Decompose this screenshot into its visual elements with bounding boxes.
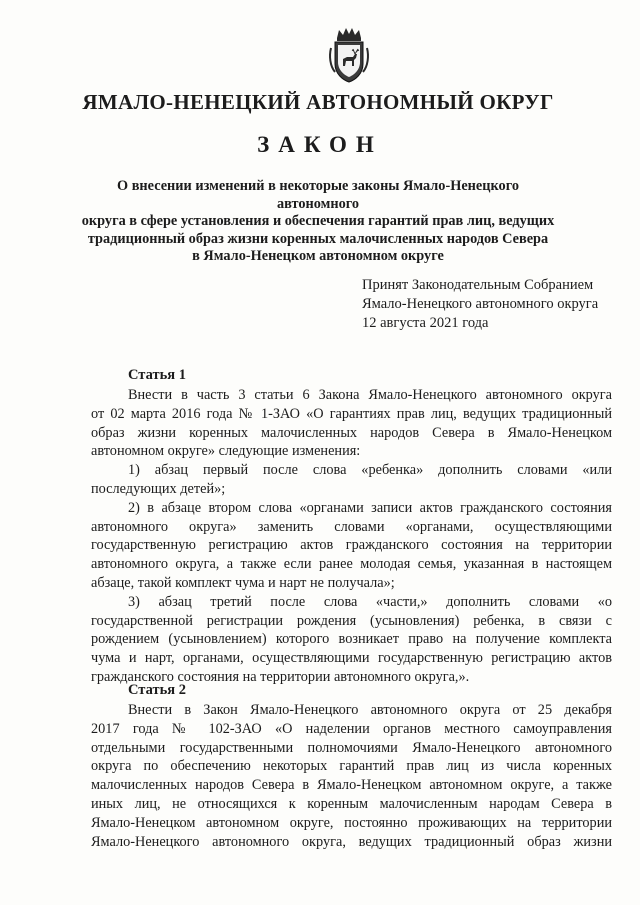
subject-line: округа в сфере установления и обеспечения гарантий прав лиц, ведущих bbox=[81, 213, 555, 229]
adoption-note bbox=[362, 276, 598, 333]
paragraph-line: отдельными государственными полномочиями Ямало-Ненецкого автономного bbox=[91, 739, 612, 756]
article-2-heading: Статья 2 bbox=[128, 682, 186, 698]
paragraph-line: Внести в часть 3 статьи 6 Закона Ямало-Ненецкого автономного округа bbox=[128, 387, 612, 403]
paragraph-line: государственную регистрацию актов гражданского состояния на территории bbox=[91, 537, 612, 554]
document-type-title: ЗАКОН bbox=[257, 132, 383, 157]
adoption-line: Принят Законодательным Собранием bbox=[362, 277, 594, 293]
subject-line: традиционный образ жизни коренных малочисленных народов Севера bbox=[87, 230, 549, 247]
subject-line: в Ямало-Ненецком автономном округе bbox=[192, 248, 444, 264]
adoption-line: 12 августа 2021 года bbox=[362, 315, 489, 331]
paragraph-line: 1) абзац первый после слова «ребенка» дополнить словами «или bbox=[128, 462, 612, 479]
paragraph-line: автономного округа, а также если ранее молодая семья, указанная в настоящем bbox=[91, 556, 612, 573]
region-title: ЯМАЛО-НЕНЕЦКИЙ АВТОНОМНЫЙ ОКРУГ bbox=[82, 90, 554, 114]
paragraph-line: округа по обеспечению некоторых гарантий прав лиц из числа коренных bbox=[91, 758, 612, 775]
article-2-body bbox=[91, 701, 612, 851]
paragraph-line: государственной регистрации рождения (усыновления) ребенка, в связи с bbox=[91, 612, 612, 629]
paragraph-line: чума и нарт, органами, осуществляющими государственную регистрацию актов bbox=[91, 650, 612, 667]
paragraph-line: автономного округа» заменить словами «органами, осуществляющими bbox=[91, 518, 612, 535]
paragraph-line: Ямало-Ненецкого автономного округа, ведущих традиционный образ жизни bbox=[91, 833, 612, 850]
paragraph-line: иных лиц, не относящихся к коренным малочисленным народам Севера в bbox=[91, 795, 612, 812]
paragraph-line: Внести в Закон Ямало-Ненецкого автономного округа от 25 декабря bbox=[128, 702, 612, 718]
paragraph-line: автономном округе» следующие изменения: bbox=[91, 443, 361, 460]
article-1-body bbox=[91, 386, 612, 687]
paragraph-line: 2) в абзаце втором слова «органами записи актов гражданского состояния bbox=[128, 499, 612, 516]
paragraph-line: 3) абзац третий после слова «части,» дополнить словами «о bbox=[128, 593, 612, 610]
paragraph-line: последующих детей»; bbox=[91, 480, 226, 497]
article-1-heading: Статья 1 bbox=[128, 367, 186, 383]
law-subject bbox=[78, 178, 558, 266]
paragraph-line: абзаце, такой комплект чума и нарт не получала»; bbox=[91, 574, 395, 591]
adoption-line: Ямало-Ненецкого автономного округа bbox=[362, 296, 599, 312]
paragraph-line: гражданского состояния на территории автономного округа,». bbox=[91, 668, 470, 685]
paragraph-line: рождением (усыновлением) которого возникает право на получение комплекта bbox=[91, 631, 612, 648]
paragraph-line: Ямало-Ненецком автономном округе, постоянно проживающих на территории bbox=[91, 814, 612, 831]
paragraph-line: от 02 марта 2016 года № 1-ЗАО «О гарантиях прав лиц, ведущих традиционный bbox=[91, 405, 612, 422]
paragraph-line: образ жизни коренных малочисленных народов Севера в Ямало-Ненецком bbox=[91, 424, 612, 441]
paragraph-line: малочисленных народов Севера в Ямало-Ненецком автономном округе, а также bbox=[91, 777, 612, 794]
paragraph-line: 2017 года № 102-ЗАО «О наделении органов местного самоуправления bbox=[91, 720, 612, 737]
subject-line: О внесении изменений в некоторые законы Ямало-Ненецкого автономного bbox=[117, 178, 519, 212]
coat-of-arms-emblem bbox=[327, 26, 371, 84]
